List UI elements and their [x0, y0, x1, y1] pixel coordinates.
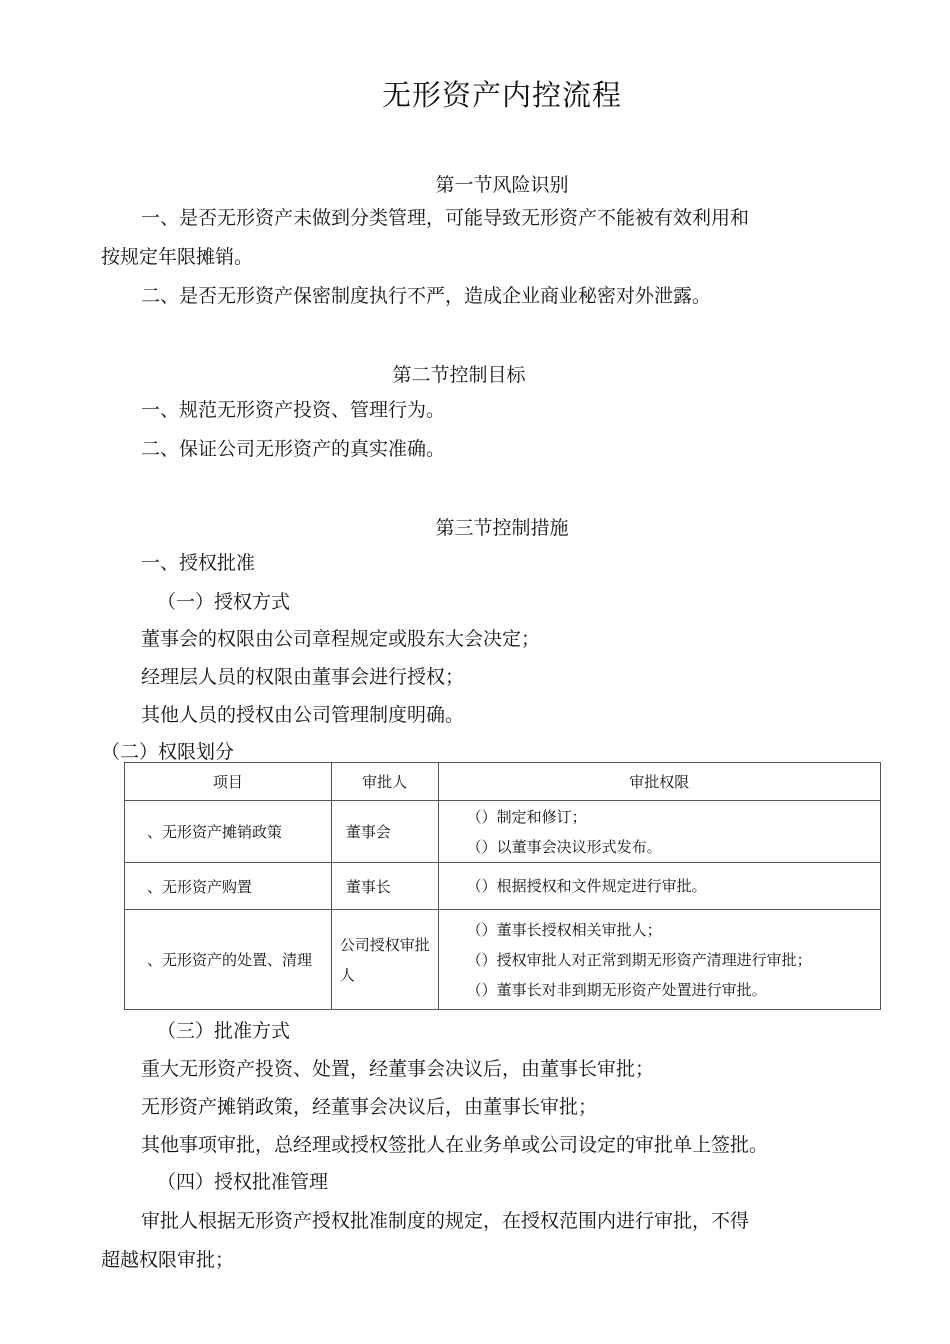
- section-2-para-1: 一、规范无形资产投资、管理行为。: [141, 399, 446, 421]
- table-cell-item: 、无形资产购置: [125, 863, 332, 910]
- sub-1-line-1: 董事会的权限由公司章程规定或股东大会决定；: [141, 628, 541, 650]
- section-3-heading: 第三节控制措施: [435, 517, 569, 539]
- sub-4-line-1: 审批人根据无形资产授权批准制度的规定，在授权范围内进行审批，不得: [141, 1210, 750, 1232]
- sub-3-heading: （三）批准方式: [157, 1020, 291, 1042]
- rights-line: （）授权审批人对正常到期无形资产清理进行审批；: [466, 950, 812, 969]
- sub-4-heading: （四）授权批准管理: [157, 1171, 329, 1193]
- authority-table: [124, 762, 881, 1010]
- table-header-cell: 审批权限: [438, 763, 880, 801]
- rights-line: （）根据授权和文件规定进行审批。: [466, 877, 707, 895]
- table-cell-approver: 董事长: [331, 863, 438, 910]
- rights-line: （）董事长授权相关审批人；: [466, 920, 662, 939]
- table-cell-item: 、无形资产摊销政策: [125, 801, 332, 863]
- sub-3-line-2: 无形资产摊销政策，经董事会决议后，由董事长审批；: [141, 1096, 598, 1118]
- item-1-heading: 一、授权批准: [141, 552, 256, 574]
- sub-3-line-1: 重大无形资产投资、处置，经董事会决议后，由董事长审批；: [141, 1058, 655, 1080]
- sub-1-heading: （一）授权方式: [157, 591, 291, 613]
- sub-4-line-2: 超越权限审批；: [101, 1249, 235, 1271]
- section-1-para-2: 二、是否无形资产保密制度执行不严，造成企业商业秘密对外泄露。: [141, 285, 712, 307]
- table-header-cell: 审批人: [331, 763, 438, 801]
- section-1-para-1-line-1: 一、是否无形资产未做到分类管理，可能导致无形资产不能被有效利用和: [141, 207, 750, 229]
- table-row: [125, 863, 881, 910]
- sub-1-line-3: 其他人员的授权由公司管理制度明确。: [141, 704, 465, 726]
- section-1-para-1-line-2: 按规定年限摊销。: [101, 246, 254, 268]
- table-cell-item: [125, 910, 332, 1010]
- table-header-row: [125, 763, 881, 801]
- sub-2-heading: （二）权限划分: [101, 741, 235, 763]
- table-cell-approver: 董事会: [331, 801, 438, 863]
- table-cell-approver: 公司授权审批人: [331, 910, 438, 1010]
- sub-1-line-2: 经理层人员的权限由董事会进行授权；: [141, 666, 465, 688]
- rights-line: （）董事长对非到期无形资产处置进行审批。: [466, 980, 767, 999]
- table-cell-rights: [438, 910, 880, 1010]
- rights-line: （）以董事会决议形式发布。: [466, 837, 662, 856]
- rights-line: （）制定和修订；: [466, 807, 587, 826]
- table-row: [125, 801, 881, 863]
- section-2-para-2: 二、保证公司无形资产的真实准确。: [141, 438, 446, 460]
- sub-3-line-3: 其他事项审批，总经理或授权签批人在业务单或公司设定的审批单上签批。: [141, 1134, 769, 1156]
- table-cell-rights: [438, 801, 880, 863]
- page-title: 无形资产内控流程: [381, 78, 622, 112]
- table-header-cell: 项目: [125, 763, 332, 801]
- table-cell-rights: [438, 863, 880, 910]
- table-cell-item-text: 、无形资产的处置、清理: [147, 950, 313, 969]
- table-row: [125, 910, 881, 1010]
- section-1-heading: 第一节风险识别: [435, 174, 569, 196]
- section-2-heading: 第二节控制目标: [392, 364, 526, 386]
